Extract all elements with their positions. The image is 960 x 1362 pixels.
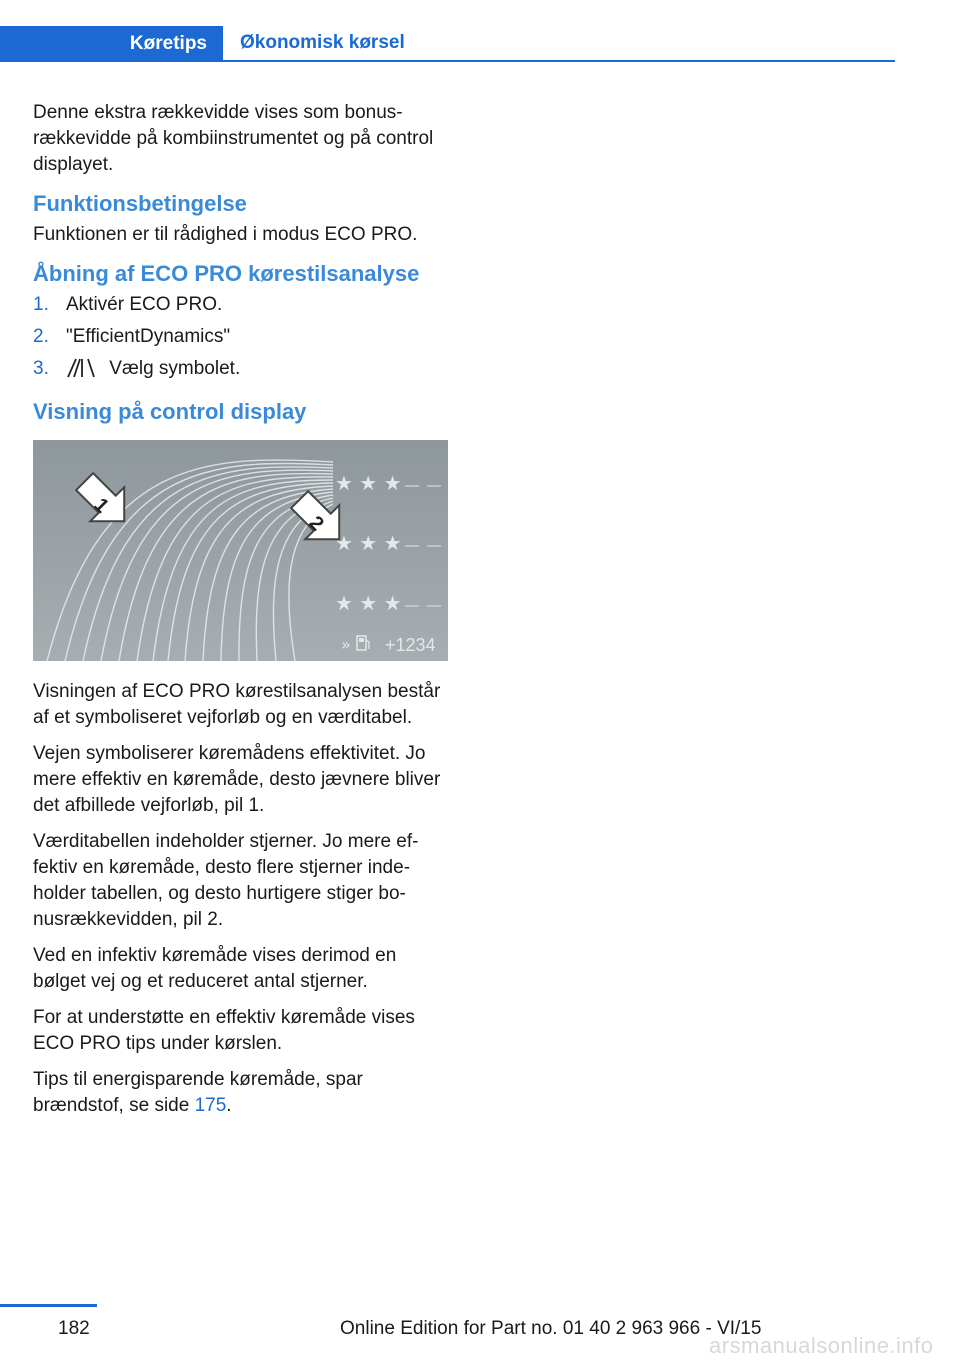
bonus-range-value: +1234	[385, 635, 436, 655]
arrow-2-label: 2	[304, 511, 328, 536]
watermark: arsmanualsonline.info	[709, 1333, 934, 1358]
paragraph-6-text: Tips til energisparende køremåde, spar brændstof, se side	[33, 1069, 363, 1116]
heading-funktionsbetingelse: Funktionsbetingelse	[33, 191, 247, 216]
star-row-1: ★ ★ ★	[335, 471, 402, 495]
step-text: Vælg symbolet.	[109, 358, 241, 379]
page-link-175[interactable]: 175	[194, 1095, 227, 1116]
step-number: 1.	[33, 294, 49, 315]
funktion-paragraph: Funktionen er til rådighed i modus ECO PRO.	[33, 224, 418, 245]
list-item	[33, 292, 453, 318]
list-item	[33, 356, 453, 386]
paragraph-3: Værditabellen indeholder stjerner. Jo mere effektiv en køremåde, desto flere stjerner indeholder tabellen, og desto hurtigere stiger bonusrækkevidden, pil 2.	[33, 831, 419, 930]
step-text: "EfficientDynamics"	[66, 326, 231, 347]
page-header	[0, 26, 895, 62]
tab-koeretips[interactable]: Køretips	[0, 26, 223, 62]
heading-aabning: Åbning af ECO PRO kørestilsanalyse	[33, 261, 420, 286]
paragraph-1: Visningen af ECO PRO kørestilsanalysen består af et symboliseret vejforløb og en værditabel.	[33, 681, 441, 728]
arrow-1-label: 1	[89, 493, 113, 518]
paragraph-4: Ved en infektiv køremåde vises derimod en bølget vej og et reduceret antal stjerner.	[33, 945, 397, 992]
main-content	[33, 100, 453, 1129]
road-analysis-icon	[66, 358, 96, 386]
paragraph-6	[33, 1067, 453, 1119]
edition-text: Online Edition for Part no. 01 40 2 963 966 - VI/15	[340, 1318, 762, 1339]
intro-paragraph: Denne ekstra rækkevidde vises som bonusrækkevidde på kombiinstrumentet og på control displayet.	[33, 102, 434, 175]
star-row-3: ★ ★ ★	[335, 591, 402, 615]
step-text: Aktivér ECO PRO.	[66, 294, 223, 315]
paragraph-2: Vejen symboliserer køremådens effektivitet. Jo mere effektiv en køremåde, desto jævnere bliver det afbillede vejforløb, pil 1.	[33, 743, 441, 816]
page-number: 182	[58, 1318, 90, 1339]
paragraph-6-end: .	[226, 1095, 232, 1116]
eco-pro-display-figure	[33, 440, 448, 661]
steps-list	[33, 292, 453, 386]
heading-visning: Visning på control display	[33, 399, 307, 424]
footer-rule	[0, 1304, 97, 1307]
header-rule	[0, 60, 895, 62]
list-item	[33, 324, 453, 350]
step-number: 2.	[33, 326, 49, 347]
paragraph-5: For at understøtte en effektiv køremåde vises ECO PRO tips under kørslen.	[33, 1007, 415, 1054]
tab-oekonomisk-koersel[interactable]: Økonomisk kørsel	[240, 32, 405, 53]
star-row-2: ★ ★ ★	[335, 531, 402, 555]
double-chevron-icon: »	[341, 635, 351, 654]
step-number: 3.	[33, 358, 49, 379]
